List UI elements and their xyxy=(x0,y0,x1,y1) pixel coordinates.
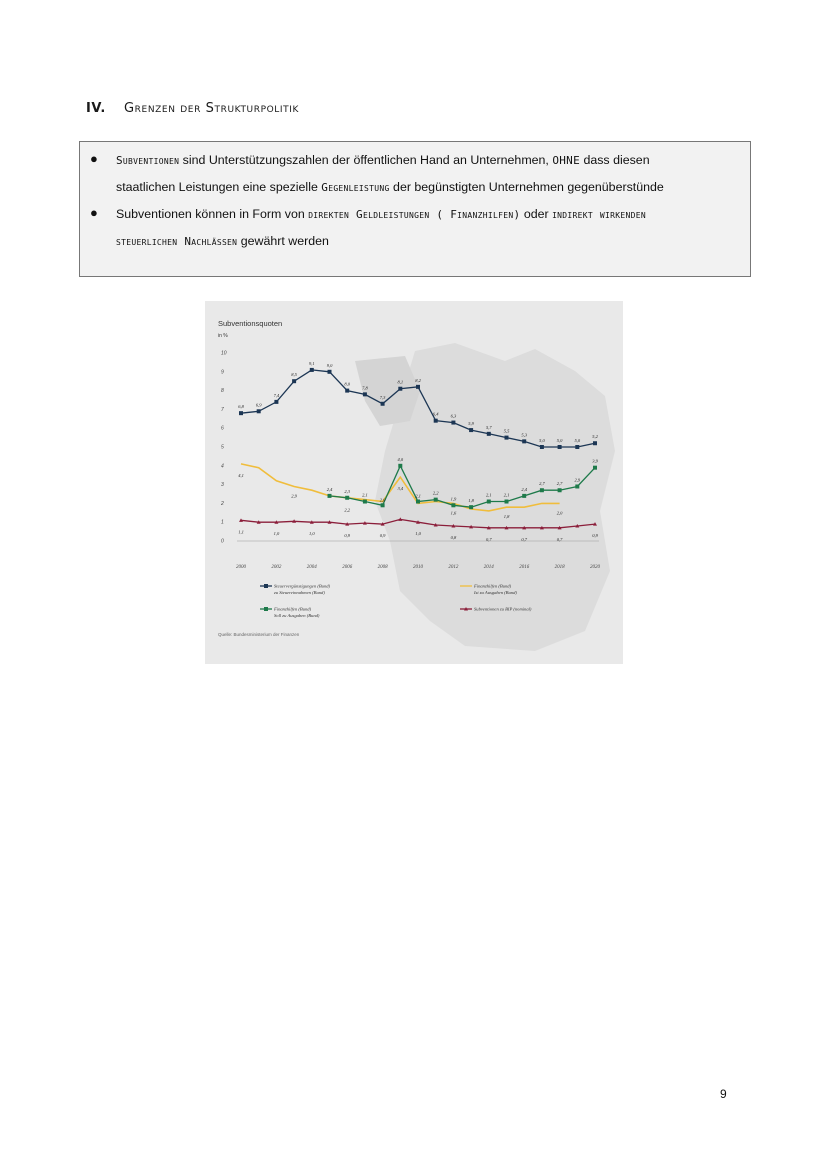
x-tick-label: 2010 xyxy=(413,565,423,570)
data-point xyxy=(522,494,526,498)
data-label: 2,1 xyxy=(503,492,510,498)
keyword-steuerliche-nachlaesse: steuerlichen Nachlässen xyxy=(116,235,238,248)
data-label: 5,0 xyxy=(574,438,581,443)
data-label: 2,2 xyxy=(344,507,351,513)
data-label: 7,4 xyxy=(273,392,280,398)
legend-label: Ist zu Ausgaben (Bund) xyxy=(474,590,517,595)
data-label: 2,4 xyxy=(521,486,528,492)
data-point xyxy=(451,503,455,507)
data-label: 2,7 xyxy=(556,481,563,487)
y-tick-label: 4 xyxy=(221,463,224,470)
chart-source: Quelle: Bundesministerium der Finanzen xyxy=(218,632,300,637)
data-label: 8,5 xyxy=(291,372,297,378)
data-point xyxy=(505,436,509,440)
text: dass diesen xyxy=(580,153,650,167)
x-tick-label: 2006 xyxy=(342,565,353,570)
data-point xyxy=(522,439,526,443)
keyword-direkte-geldleistungen: direkten Geldleistungen ( Finanzhilfen) xyxy=(308,208,521,221)
data-label: 5,9 xyxy=(468,421,474,427)
data-label: 1,0 xyxy=(273,531,280,537)
data-point xyxy=(257,409,261,413)
data-label: 2,1 xyxy=(415,493,421,499)
data-label: 7,8 xyxy=(362,385,368,391)
data-label: 2,3 xyxy=(344,488,351,494)
data-label: 0,9 xyxy=(344,533,351,539)
data-label: 0,7 xyxy=(485,536,492,542)
text: staatlichen Leistungen eine spezielle xyxy=(116,180,322,194)
data-point xyxy=(451,421,455,425)
y-tick-label: 5 xyxy=(221,444,224,451)
data-label: 6,9 xyxy=(255,402,262,408)
data-label: 6,3 xyxy=(450,413,457,419)
text: Subventionen können in Form von xyxy=(116,207,309,221)
x-tick-label: 2020 xyxy=(590,565,600,570)
y-tick-label: 7 xyxy=(221,406,224,413)
y-tick-label: 3 xyxy=(221,482,224,489)
data-label: 1,6 xyxy=(450,510,457,516)
data-point xyxy=(345,389,349,393)
x-tick-label: 2004 xyxy=(306,565,317,570)
text: der begünstigten Unternehmen gegenüberstünde xyxy=(389,180,664,194)
data-label: 3,9 xyxy=(592,458,598,464)
keyword-gegenleistung: Gegenleistung xyxy=(321,181,390,194)
legend-label: Steuervergünstigungen (Bund) xyxy=(274,583,331,589)
data-label: 0,9 xyxy=(379,533,386,539)
data-point xyxy=(398,387,402,391)
data-label: 5,3 xyxy=(521,432,528,438)
data-label: 2,9 xyxy=(291,493,297,499)
data-label: 1,0 xyxy=(308,531,315,537)
x-tick-label: 2000 xyxy=(236,565,246,570)
y-tick-label: 8 xyxy=(221,388,224,395)
data-point xyxy=(487,500,491,504)
data-point xyxy=(487,432,491,436)
bullet-icon: ● xyxy=(90,205,98,220)
data-label: 0,7 xyxy=(556,536,563,542)
data-label: 4,0 xyxy=(397,456,404,462)
legend-label: zu Steuereinnahmen (Bund) xyxy=(274,590,325,595)
data-point xyxy=(593,441,597,445)
definition-box xyxy=(79,141,751,277)
subsidy-chart xyxy=(205,301,623,664)
y-tick-label: 9 xyxy=(221,369,224,376)
data-label: 8,2 xyxy=(415,377,421,383)
bullet-icon: ● xyxy=(90,151,98,166)
legend-label: Finanzhilfen (Bund) xyxy=(274,606,312,612)
legend-label: Subventionen zu BIP (nominal) xyxy=(474,606,532,612)
y-tick-label: 0 xyxy=(221,538,224,545)
data-label: 8,0 xyxy=(344,381,351,387)
y-tick-label: 1 xyxy=(221,519,224,526)
data-label: 5,5 xyxy=(503,428,510,434)
data-point xyxy=(381,503,385,507)
data-point xyxy=(416,385,420,389)
data-point xyxy=(469,505,473,509)
data-label: 0,8 xyxy=(450,534,457,540)
data-point xyxy=(363,392,367,396)
data-label: 1,0 xyxy=(415,531,421,537)
bullet-line-3 xyxy=(116,206,646,223)
data-label: 2,1 xyxy=(362,492,368,498)
data-point xyxy=(540,488,544,492)
data-label: 0,7 xyxy=(521,536,528,542)
legend-label: Finanzhilfen (Bund) xyxy=(474,583,512,589)
legend-marker xyxy=(264,584,268,588)
data-point xyxy=(416,500,420,504)
keyword-indirekt: indirekt wirkenden xyxy=(552,208,646,221)
x-tick-label: 2014 xyxy=(483,565,494,570)
data-point xyxy=(398,464,402,468)
data-label: 8,1 xyxy=(397,379,404,385)
legend-label: Soll zu Ausgaben (Bund) xyxy=(274,613,320,618)
data-label: 1,8 xyxy=(503,514,510,520)
data-point xyxy=(239,411,243,415)
keyword-ohne: OHNE xyxy=(552,154,581,167)
data-point xyxy=(593,466,597,470)
x-tick-label: 2018 xyxy=(554,565,565,570)
data-label: 0,9 xyxy=(592,533,598,539)
data-label: 2,7 xyxy=(539,481,545,487)
data-point xyxy=(363,500,367,504)
data-label: 9,0 xyxy=(326,362,333,368)
bullet-line-1 xyxy=(116,152,650,169)
data-label: 1,9 xyxy=(450,496,457,502)
data-label: 9,1 xyxy=(308,360,315,366)
bullet-line-4 xyxy=(116,233,329,250)
x-tick-label: 2008 xyxy=(377,565,388,570)
data-label: 5,0 xyxy=(556,438,563,443)
data-point xyxy=(540,445,544,449)
data-label: 2,1 xyxy=(485,492,492,498)
keyword-subventionen: Subventionen xyxy=(116,154,180,167)
x-tick-label: 2002 xyxy=(271,565,282,570)
text: oder xyxy=(520,207,553,221)
data-label: 3,4 xyxy=(397,486,404,492)
page-number: 9 xyxy=(720,1087,727,1101)
data-point xyxy=(575,484,579,488)
y-tick-label: 10 xyxy=(221,350,227,357)
data-point xyxy=(434,498,438,502)
chart-title: Subventionsquoten xyxy=(218,319,283,328)
data-label: 2,0 xyxy=(379,497,386,503)
y-tick-label: 6 xyxy=(221,425,224,432)
data-label: 6,8 xyxy=(238,404,244,410)
data-point xyxy=(575,445,579,449)
data-point xyxy=(292,379,296,383)
data-point xyxy=(558,488,562,492)
data-point xyxy=(345,496,349,500)
data-label: 2,4 xyxy=(326,486,333,492)
legend-marker xyxy=(264,607,268,611)
y-tick-label: 2 xyxy=(221,500,224,507)
data-point xyxy=(434,419,438,423)
text: gewährt werden xyxy=(237,234,329,248)
data-label: 6,4 xyxy=(432,411,439,417)
chart-unit: in % xyxy=(218,333,228,339)
section-number: IV. xyxy=(86,101,106,116)
data-point xyxy=(310,368,314,372)
data-point xyxy=(469,428,473,432)
section-heading xyxy=(86,101,299,116)
data-label: 7,3 xyxy=(379,394,386,400)
data-label: 2,9 xyxy=(574,477,581,483)
data-label: 5,0 xyxy=(539,438,545,443)
data-point xyxy=(381,402,385,406)
data-label: 5,2 xyxy=(592,434,598,440)
text: sind Unterstützungszahlen der öffentlichen Hand an Unternehmen, xyxy=(179,153,553,167)
data-point xyxy=(505,500,509,504)
data-label: 4,1 xyxy=(238,472,244,478)
data-point xyxy=(328,370,332,374)
data-point xyxy=(274,400,278,404)
data-label: 5,7 xyxy=(485,424,492,430)
section-title: Grenzen der Strukturpolitik xyxy=(124,101,300,116)
x-tick-label: 2012 xyxy=(448,565,459,570)
data-label: 1,1 xyxy=(238,529,244,535)
data-point xyxy=(558,445,562,449)
data-label: 2,0 xyxy=(556,510,563,516)
data-label: 1,8 xyxy=(468,498,474,504)
data-label: 2,2 xyxy=(432,490,439,496)
x-tick-label: 2016 xyxy=(519,565,530,570)
data-point xyxy=(328,494,332,498)
bullet-line-2 xyxy=(116,179,664,196)
